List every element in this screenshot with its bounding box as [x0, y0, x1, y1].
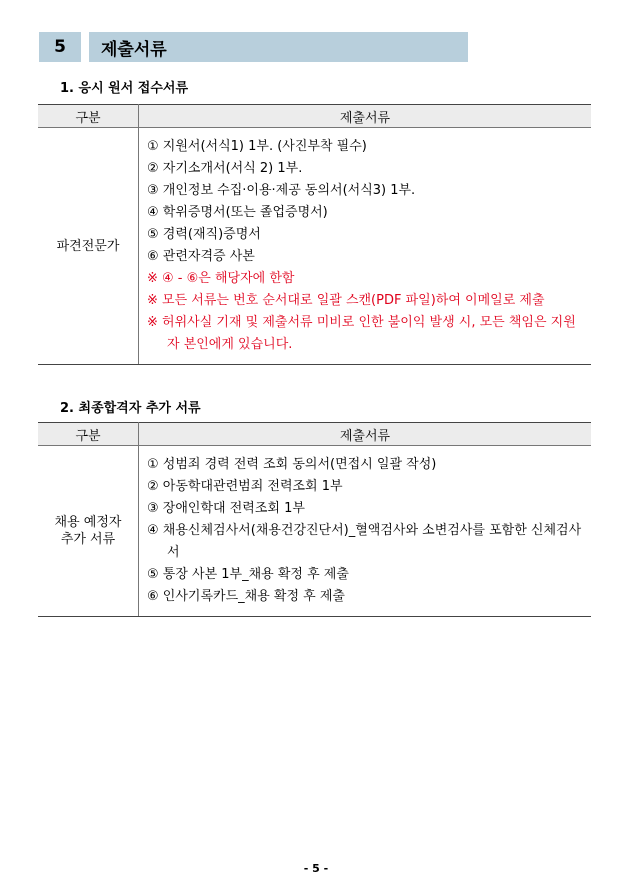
documents-cell	[139, 128, 592, 365]
section-title: 제출서류	[89, 32, 468, 62]
list-item: ⑥ 관련자격증 사본	[147, 249, 255, 264]
header-category: 구분	[38, 423, 139, 446]
list-item: ① 성범죄 경력 전력 조회 동의서(면접시 일괄 작성)	[147, 457, 437, 472]
list-item: ④ 학위증명서(또는 졸업증명서)	[147, 205, 328, 220]
section-number: 5	[39, 32, 81, 62]
table-row	[38, 128, 591, 365]
header-documents: 제출서류	[139, 423, 592, 446]
table-header-row	[38, 105, 591, 128]
list-item: ⑥ 인사기록카드_채용 확정 후 제출	[147, 589, 345, 604]
documents-list	[139, 128, 591, 364]
list-item: ⑤ 경력(재직)증명서	[147, 227, 261, 242]
list-item: ③ 장애인학대 전력조회 1부	[147, 501, 305, 516]
category-cell	[38, 446, 139, 617]
table-header-row	[38, 423, 591, 446]
header-documents: 제출서류	[139, 105, 592, 128]
list-item: ② 아동학대관련범죄 전력조회 1부	[147, 479, 343, 494]
table-row	[38, 446, 591, 617]
list-item: ③ 개인정보 수집·이용·제공 동의서(서식3) 1부.	[147, 183, 416, 198]
header-category: 구분	[38, 105, 139, 128]
category-line: 추가 서류	[60, 532, 116, 547]
final-candidate-documents-table	[38, 422, 591, 617]
list-item: ② 자기소개서(서식 2) 1부.	[147, 161, 303, 176]
subsection-1-title: 1. 응시 원서 접수서류	[60, 81, 189, 96]
subsection-2-title: 2. 최종합격자 추가 서류	[60, 401, 201, 416]
note-item: ※ ④ - ⑥은 해당자에 한함	[147, 271, 295, 286]
section-header	[39, 32, 468, 62]
page-number: - 5 -	[303, 862, 329, 875]
documents-list	[139, 446, 591, 616]
category-line: 채용 예정자	[54, 515, 122, 530]
application-documents-table	[38, 104, 591, 365]
documents-cell	[139, 446, 592, 617]
category-cell: 파견전문가	[38, 128, 139, 365]
list-item: ④ 채용신체검사서(채용건강진단서)_혈액검사와 소변검사를 포함한 신체검사서	[147, 523, 582, 560]
note-item: ※ 허위사실 기재 및 제출서류 미비로 인한 불이익 발생 시, 모든 책임은 지원자 본인에게 있습니다.	[147, 315, 576, 352]
list-item: ⑤ 통장 사본 1부_채용 확정 후 제출	[147, 567, 349, 582]
list-item: ① 지원서(서식1) 1부. (사진부착 필수)	[147, 139, 367, 154]
note-item: ※ 모든 서류는 번호 순서대로 일괄 스캔(PDF 파일)하여 이메일로 제출	[147, 293, 545, 308]
